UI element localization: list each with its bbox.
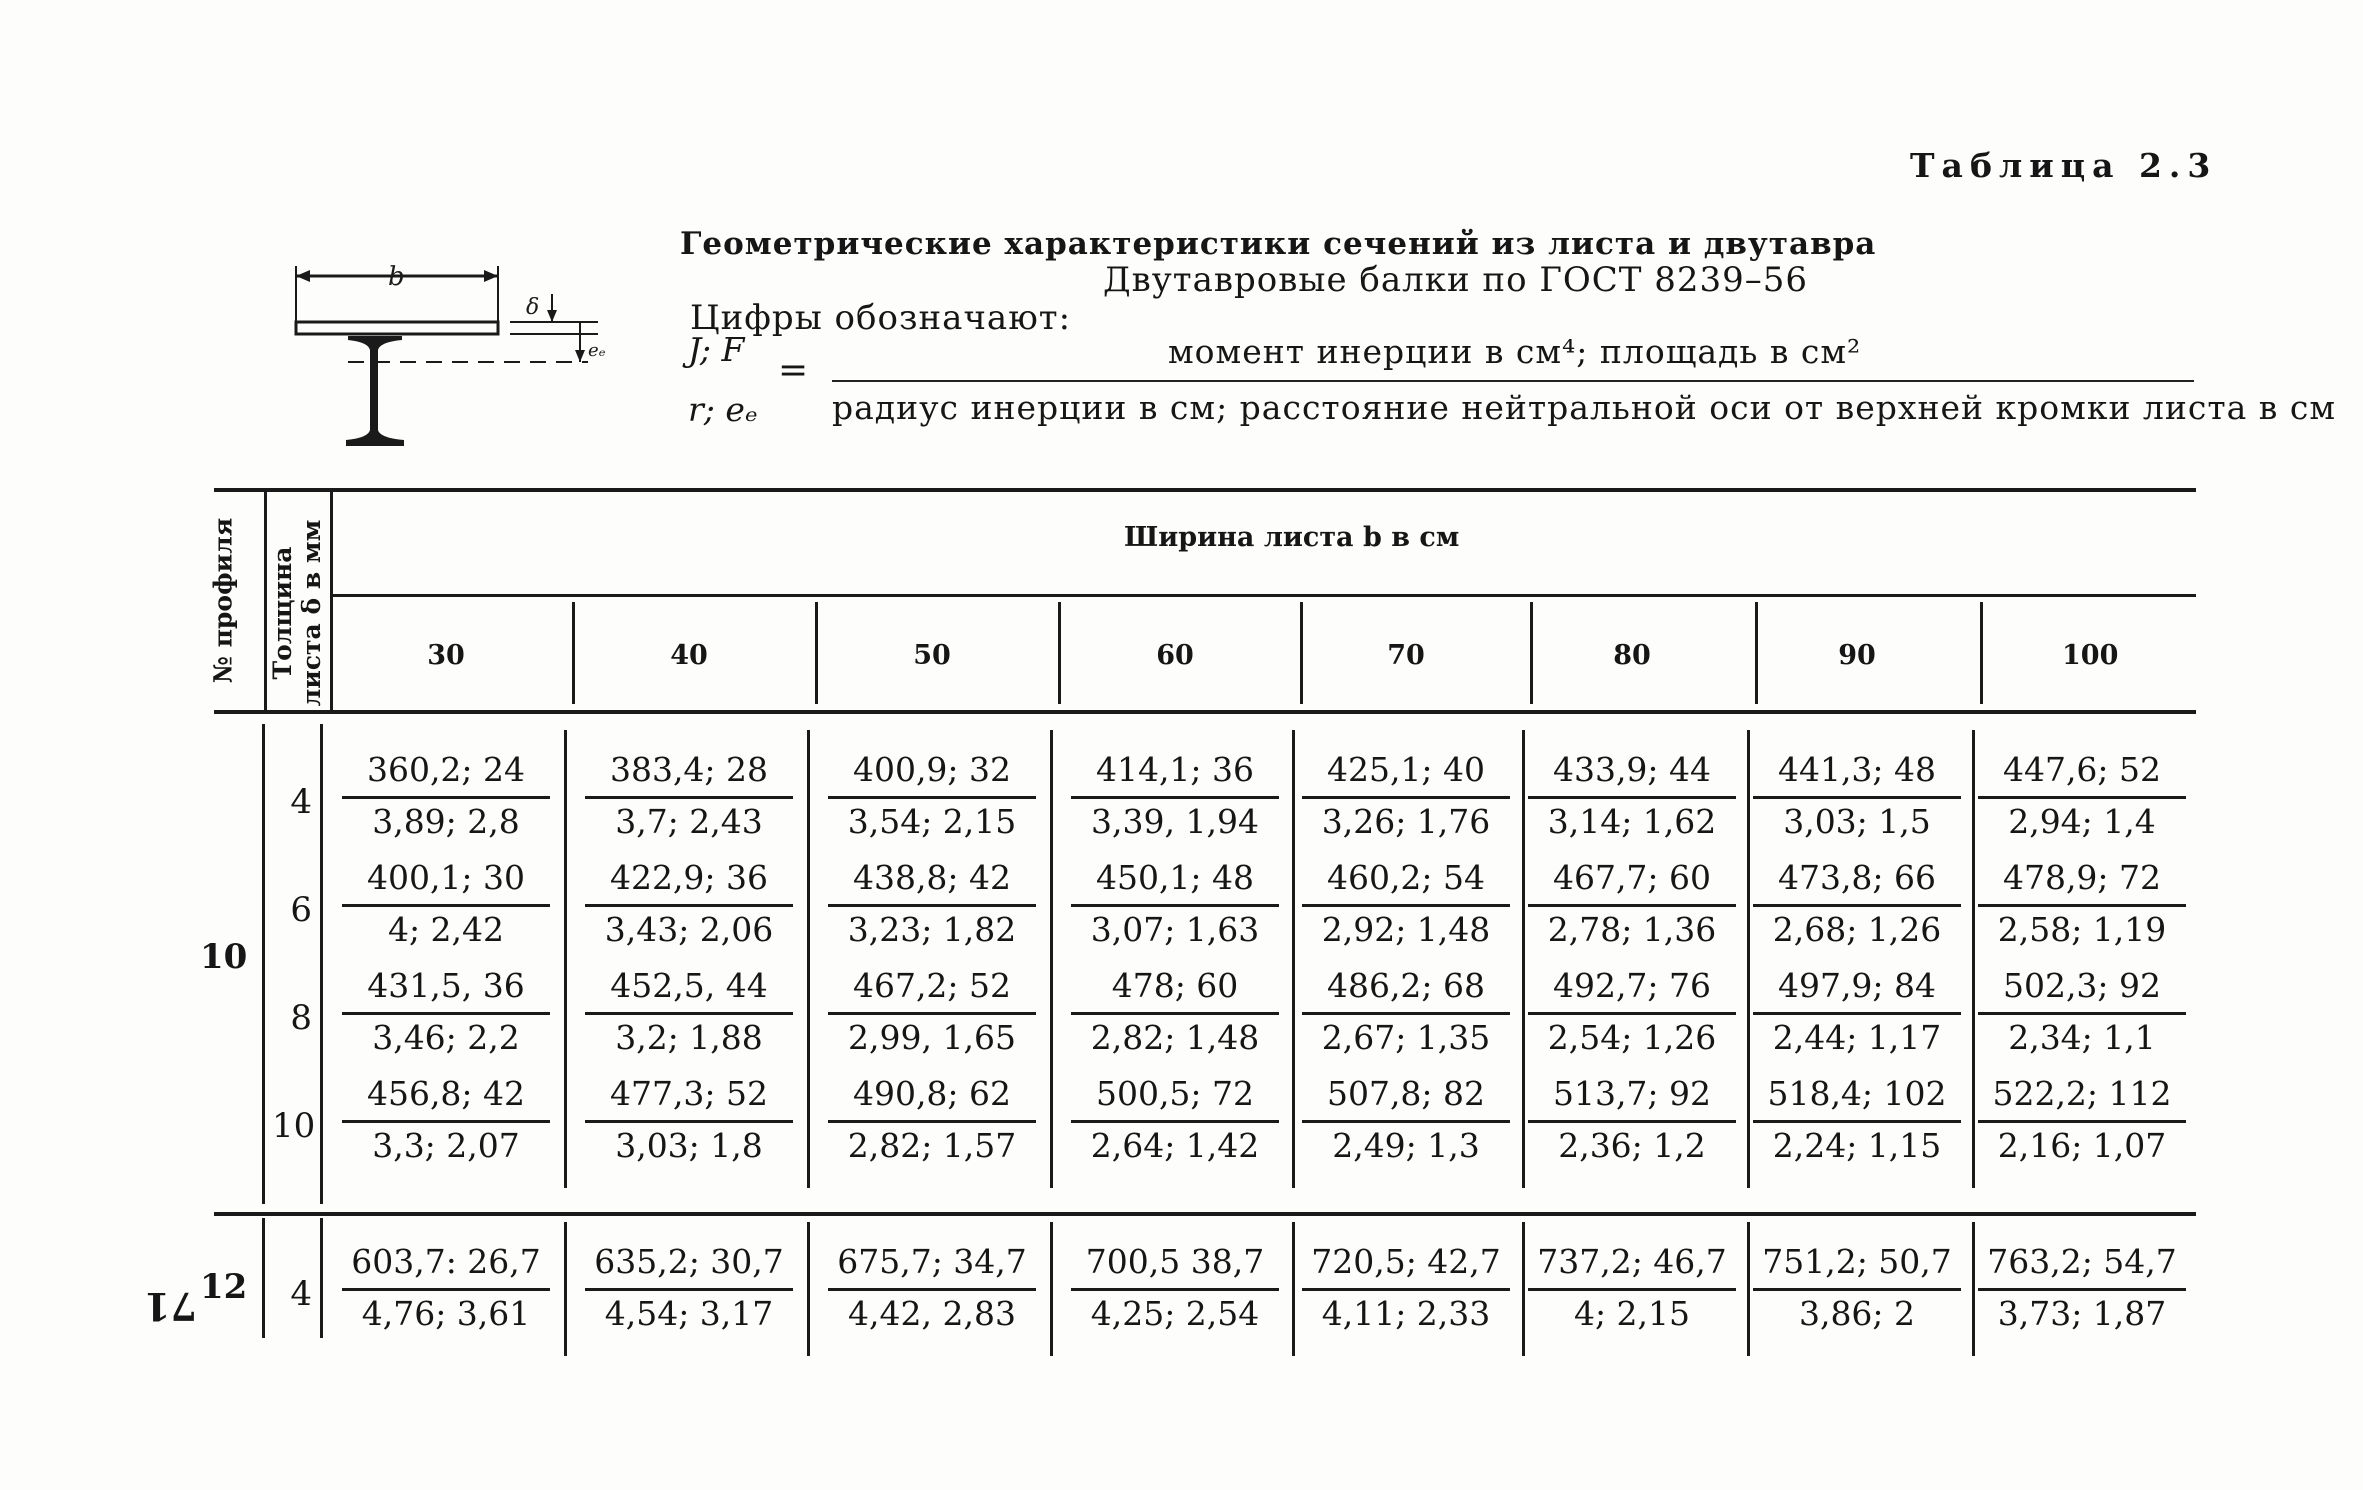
- cell-fraction-rule: [1302, 1120, 1510, 1123]
- page-number: 71: [144, 1284, 197, 1329]
- width-value-90: 90: [1838, 640, 1876, 671]
- cell-fraction-rule: [1978, 904, 2186, 907]
- cell-inertia-area: 456,8; 42: [366, 1074, 526, 1113]
- vline-head-5: [1755, 602, 1758, 704]
- vline-thickness-head: [330, 488, 333, 710]
- cell-inertia-area: 467,2; 52: [852, 966, 1012, 1005]
- cell-fraction-rule: [585, 904, 793, 907]
- vline-body-1-3: [1292, 1222, 1295, 1356]
- cell-radius-offset: 3,07; 1,63: [1090, 910, 1260, 949]
- column-head-thickness: Толщина листа δ в мм: [268, 519, 326, 707]
- cell-inertia-area: 400,1; 30: [366, 858, 526, 897]
- cell-inertia-area: 441,3; 48: [1777, 750, 1937, 789]
- cell-fraction-rule: [1753, 1288, 1961, 1291]
- cell-inertia-area: 383,4; 28: [609, 750, 769, 789]
- cell-inertia-area: 414,1; 36: [1095, 750, 1255, 789]
- diagram-label-ec: eₑ: [588, 340, 606, 361]
- cell-fraction-rule: [828, 1288, 1036, 1291]
- cell-inertia-area: 452,5, 44: [610, 966, 768, 1005]
- cell-fraction-rule: [1071, 1120, 1279, 1123]
- cell-inertia-area: 431,5, 36: [367, 966, 525, 1005]
- cell-inertia-area: 425,1; 40: [1326, 750, 1486, 789]
- cell-radius-offset: 2,54; 1,26: [1547, 1018, 1717, 1057]
- cell-radius-offset: 4,76; 3,61: [361, 1294, 531, 1333]
- cell-fraction-rule: [1753, 796, 1961, 799]
- vline-head-6: [1980, 602, 1983, 704]
- vline-body-0-2: [1050, 730, 1053, 1188]
- cell-radius-offset: 3,39, 1,94: [1091, 802, 1259, 841]
- thickness-value: 8: [290, 998, 312, 1038]
- cell-radius-offset: 2,58; 1,19: [1997, 910, 2167, 949]
- width-value-80: 80: [1613, 640, 1651, 671]
- width-value-30: 30: [427, 640, 465, 671]
- thickness-value: 4: [290, 782, 312, 822]
- vline-body-0-1: [807, 730, 810, 1188]
- cell-inertia-area: 500,5; 72: [1095, 1074, 1255, 1113]
- legend-intro: Цифры обозначают:: [690, 298, 1072, 338]
- cell-inertia-area: 502,3; 92: [2002, 966, 2162, 1005]
- cell-radius-offset: 2,94; 1,4: [2008, 802, 2156, 841]
- cell-fraction-rule: [1302, 904, 1510, 907]
- cell-fraction-rule: [342, 1012, 550, 1015]
- profile-number: 12: [200, 1267, 248, 1307]
- cell-inertia-area: 763,2; 54,7: [1987, 1242, 2177, 1281]
- cell-fraction-rule: [1528, 904, 1736, 907]
- cell-radius-offset: 2,16; 1,07: [1997, 1126, 2167, 1165]
- cell-radius-offset: 4; 2,15: [1573, 1294, 1691, 1333]
- cell-radius-offset: 3,89; 2,8: [372, 802, 520, 841]
- column-head-width: Ширина листа b в см: [1124, 522, 1460, 553]
- vline-profile-group2: [262, 1218, 265, 1338]
- diagram-label-delta: δ: [526, 295, 540, 320]
- cell-radius-offset: 4,42, 2,83: [848, 1294, 1016, 1333]
- legend-equals: =: [778, 350, 809, 391]
- cell-fraction-rule: [1302, 1012, 1510, 1015]
- column-head-profile: № профиля: [208, 517, 238, 684]
- cell-fraction-rule: [342, 1288, 550, 1291]
- cell-radius-offset: 3,23; 1,82: [847, 910, 1017, 949]
- cell-radius-offset: 3,03; 1,5: [1783, 802, 1931, 841]
- legend-top-symbols: J; F: [688, 330, 745, 369]
- cell-inertia-area: 438,8; 42: [852, 858, 1012, 897]
- vline-body-1-0: [564, 1222, 567, 1356]
- cell-radius-offset: 4,25; 2,54: [1090, 1294, 1260, 1333]
- cell-radius-offset: 2,34; 1,1: [2008, 1018, 2156, 1057]
- vline-head-2: [1058, 602, 1061, 704]
- vline-body-1-6: [1972, 1222, 1975, 1356]
- cell-inertia-area: 522,2; 112: [1992, 1074, 2172, 1113]
- width-value-60: 60: [1156, 640, 1194, 671]
- vline-profile-group1: [262, 724, 265, 1204]
- vline-body-1-4: [1522, 1222, 1525, 1356]
- cell-fraction-rule: [1978, 796, 2186, 799]
- cell-fraction-rule: [1071, 1012, 1279, 1015]
- width-value-70: 70: [1387, 640, 1425, 671]
- vline-body-0-6: [1972, 730, 1975, 1188]
- width-value-100: 100: [2062, 640, 2119, 671]
- cell-radius-offset: 2,44; 1,17: [1772, 1018, 1942, 1057]
- vline-body-0-5: [1747, 730, 1750, 1188]
- cell-inertia-area: 460,2; 54: [1326, 858, 1486, 897]
- cell-radius-offset: 2,82; 1,57: [847, 1126, 1017, 1165]
- cell-radius-offset: 2,92; 1,48: [1321, 910, 1491, 949]
- table-top-rule: [214, 488, 2196, 492]
- cell-inertia-area: 360,2; 24: [366, 750, 526, 789]
- cell-radius-offset: 3,7; 2,43: [615, 802, 763, 841]
- cell-inertia-area: 700,5 38,7: [1085, 1242, 1265, 1281]
- cell-fraction-rule: [1071, 904, 1279, 907]
- cell-fraction-rule: [585, 796, 793, 799]
- legend-bottom-text: радиус инерции в см; расстояние нейтральной оси от верхней кромки листа в см: [832, 388, 2337, 427]
- cell-radius-offset: 3,43; 2,06: [604, 910, 774, 949]
- vline-head-1: [815, 602, 818, 704]
- cell-inertia-area: 513,7; 92: [1552, 1074, 1712, 1113]
- cell-radius-offset: 3,14; 1,62: [1547, 802, 1717, 841]
- cell-inertia-area: 486,2; 68: [1326, 966, 1486, 1005]
- thickness-value: 6: [290, 890, 312, 930]
- vline-body-1-5: [1747, 1222, 1750, 1356]
- cell-radius-offset: 2,82; 1,48: [1090, 1018, 1260, 1057]
- cell-fraction-rule: [342, 904, 550, 907]
- cell-radius-offset: 2,67; 1,35: [1321, 1018, 1491, 1057]
- cell-fraction-rule: [1071, 1288, 1279, 1291]
- vline-thickness-group1: [320, 724, 323, 1204]
- cell-radius-offset: 4,54; 3,17: [604, 1294, 774, 1333]
- cell-fraction-rule: [585, 1012, 793, 1015]
- cell-inertia-area: 675,7; 34,7: [837, 1242, 1027, 1281]
- cell-radius-offset: 3,2; 1,88: [615, 1018, 763, 1057]
- cell-radius-offset: 4,11; 2,33: [1321, 1294, 1491, 1333]
- cell-inertia-area: 422,9; 36: [609, 858, 769, 897]
- vline-thickness-group2: [320, 1218, 323, 1338]
- cell-fraction-rule: [1753, 1012, 1961, 1015]
- cell-inertia-area: 737,2; 46,7: [1537, 1242, 1727, 1281]
- cell-radius-offset: 3,46; 2,2: [372, 1018, 520, 1057]
- vline-head-0: [572, 602, 575, 704]
- width-header-rule: [330, 594, 2196, 597]
- cell-fraction-rule: [828, 1120, 1036, 1123]
- cell-radius-offset: 2,99, 1,65: [848, 1018, 1016, 1057]
- cell-inertia-area: 467,7; 60: [1552, 858, 1712, 897]
- cell-inertia-area: 473,8; 66: [1777, 858, 1937, 897]
- cell-fraction-rule: [1978, 1012, 2186, 1015]
- cell-radius-offset: 3,86; 2: [1798, 1294, 1916, 1333]
- cell-inertia-area: 635,2; 30,7: [594, 1242, 784, 1281]
- cell-fraction-rule: [1753, 904, 1961, 907]
- cell-radius-offset: 3,73; 1,87: [1997, 1294, 2167, 1333]
- cell-radius-offset: 2,24; 1,15: [1772, 1126, 1942, 1165]
- group-separator-rule: [214, 1212, 2196, 1216]
- cell-fraction-rule: [828, 796, 1036, 799]
- vline-profile-head: [264, 488, 267, 710]
- cell-radius-offset: 3,26; 1,76: [1321, 802, 1491, 841]
- cell-fraction-rule: [585, 1120, 793, 1123]
- cell-inertia-area: 477,3; 52: [609, 1074, 769, 1113]
- cell-fraction-rule: [1302, 796, 1510, 799]
- cell-inertia-area: 603,7: 26,7: [351, 1242, 541, 1281]
- table-number: Таблица 2.3: [1910, 146, 2218, 185]
- vline-head-4: [1530, 602, 1533, 704]
- cell-radius-offset: 3,54; 2,15: [847, 802, 1017, 841]
- cell-radius-offset: 2,64; 1,42: [1090, 1126, 1260, 1165]
- cell-inertia-area: 720,5; 42,7: [1311, 1242, 1501, 1281]
- cell-fraction-rule: [1528, 796, 1736, 799]
- vline-body-1-1: [807, 1222, 810, 1356]
- legend-top-text: момент инерции в см⁴; площадь в см²: [1168, 332, 1862, 371]
- vline-body-0-4: [1522, 730, 1525, 1188]
- cell-fraction-rule: [828, 1012, 1036, 1015]
- cell-fraction-rule: [1302, 1288, 1510, 1291]
- cell-inertia-area: 751,2; 50,7: [1762, 1242, 1952, 1281]
- thickness-value: 10: [272, 1106, 316, 1146]
- cell-inertia-area: 507,8; 82: [1326, 1074, 1486, 1113]
- cell-inertia-area: 497,9; 84: [1777, 966, 1937, 1005]
- cell-radius-offset: 3,3; 2,07: [372, 1126, 520, 1165]
- cell-fraction-rule: [1528, 1288, 1736, 1291]
- cell-fraction-rule: [585, 1288, 793, 1291]
- diagram-label-b: b: [388, 262, 405, 292]
- vline-body-0-3: [1292, 730, 1295, 1188]
- cell-inertia-area: 490,8; 62: [852, 1074, 1012, 1113]
- cell-fraction-rule: [1528, 1012, 1736, 1015]
- cell-fraction-rule: [342, 1120, 550, 1123]
- cell-radius-offset: 2,49; 1,3: [1332, 1126, 1480, 1165]
- cell-radius-offset: 2,68; 1,26: [1772, 910, 1942, 949]
- cell-fraction-rule: [1528, 1120, 1736, 1123]
- header-bottom-rule: [214, 710, 2196, 714]
- cell-inertia-area: 478; 60: [1111, 966, 1239, 1005]
- cell-radius-offset: 2,36; 1,2: [1558, 1126, 1706, 1165]
- cell-radius-offset: 4; 2,42: [387, 910, 505, 949]
- cell-inertia-area: 400,9; 32: [852, 750, 1012, 789]
- cell-fraction-rule: [342, 796, 550, 799]
- table-title: Геометрические характеристики сечений из листа и двутавра: [680, 226, 1877, 262]
- cell-inertia-area: 478,9; 72: [2002, 858, 2162, 897]
- vline-body-0-0: [564, 730, 567, 1188]
- width-value-50: 50: [913, 640, 951, 671]
- cell-inertia-area: 450,1; 48: [1095, 858, 1255, 897]
- cell-fraction-rule: [1071, 796, 1279, 799]
- table-subtitle: Двутавровые балки по ГОСТ 8239–56: [1103, 260, 1809, 300]
- cell-fraction-rule: [1753, 1120, 1961, 1123]
- cell-fraction-rule: [1978, 1120, 2186, 1123]
- cell-fraction-rule: [828, 904, 1036, 907]
- profile-number: 10: [200, 937, 248, 977]
- cell-inertia-area: 447,6; 52: [2002, 750, 2162, 789]
- cell-inertia-area: 492,7; 76: [1552, 966, 1712, 1005]
- cell-fraction-rule: [1978, 1288, 2186, 1291]
- vline-body-1-2: [1050, 1222, 1053, 1356]
- vline-head-3: [1300, 602, 1303, 704]
- cell-inertia-area: 433,9; 44: [1552, 750, 1712, 789]
- width-value-40: 40: [670, 640, 708, 671]
- legend-bottom-symbols: r; eₑ: [688, 390, 758, 429]
- cell-radius-offset: 3,03; 1,8: [615, 1126, 763, 1165]
- thickness-value: 4: [290, 1274, 312, 1314]
- cell-inertia-area: 518,4; 102: [1767, 1074, 1947, 1113]
- cell-radius-offset: 2,78; 1,36: [1547, 910, 1717, 949]
